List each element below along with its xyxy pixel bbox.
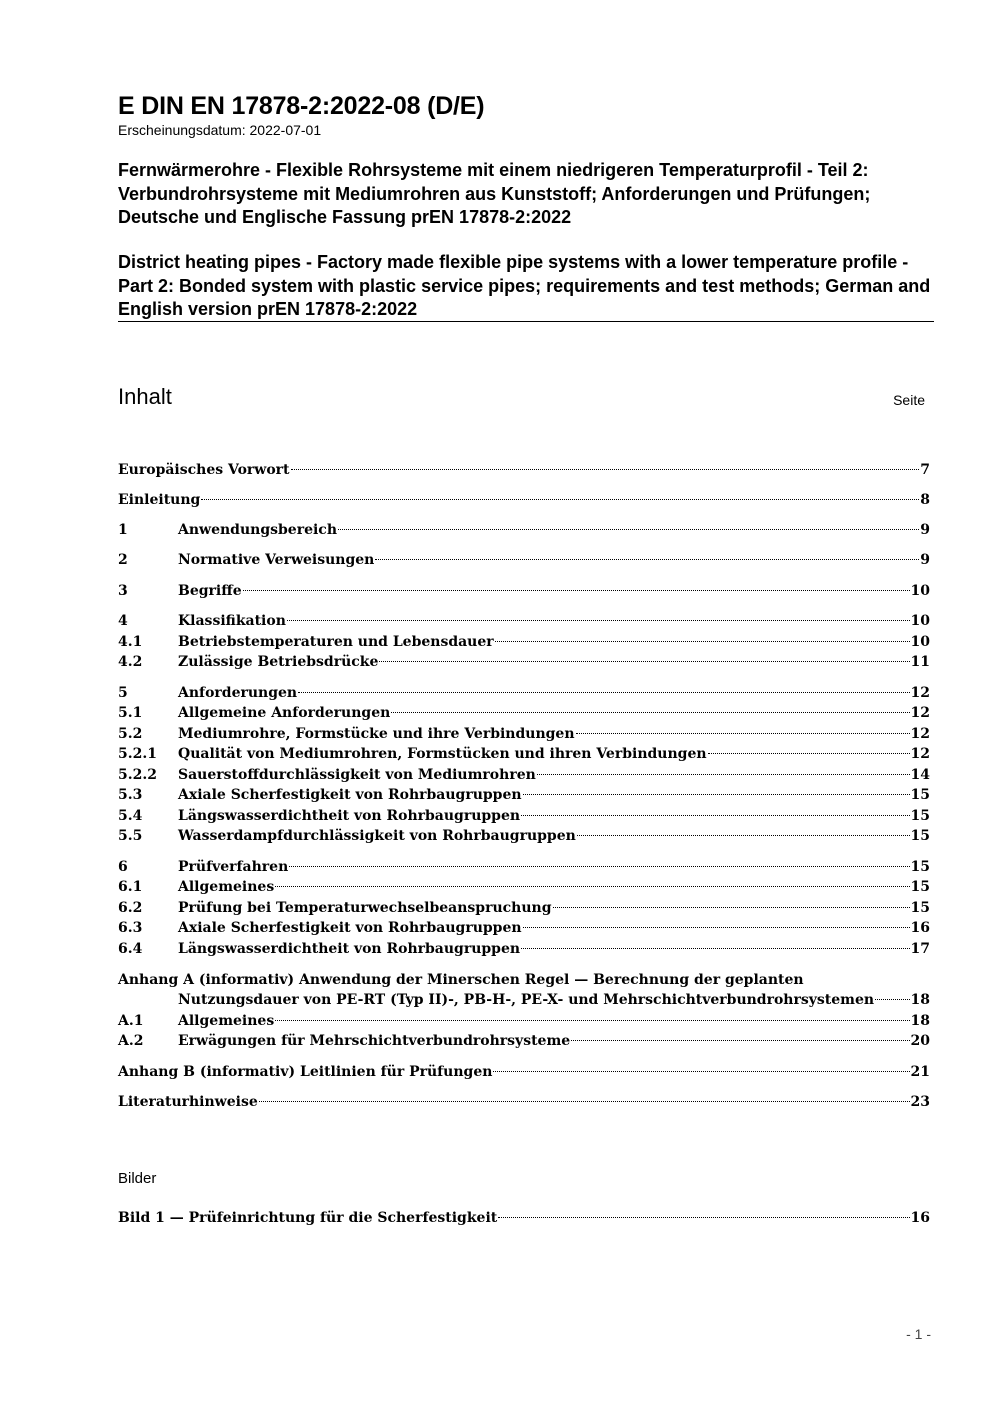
toc-entry-page: 15 [910,900,930,916]
toc-entry-title: Längswasserdichtheit von Rohrbaugruppen [178,808,521,824]
toc-entry-title: Sauerstoffdurchlässigkeit von Mediumrohren [178,767,536,783]
toc-entry-page: 15 [910,828,930,844]
toc-entry-number: 5.2.2 [118,767,157,783]
toc-entry-title: Allgemeines [178,1013,275,1029]
toc-entry-page: 15 [910,879,930,895]
toc-entry-page: 12 [910,705,930,721]
toc-entry-title: Axiale Scherfestigkeit von Rohrbaugruppen [178,920,522,936]
toc-entry-title: Betriebstemperaturen und Lebensdauer [178,634,494,650]
document-id: E DIN EN 17878-2:2022-08 (D/E) [118,92,485,120]
toc-entry-page: 12 [910,746,930,762]
toc-entry-number: 1 [118,522,128,538]
toc-entry-title: Begriffe [178,583,242,599]
toc-entry-page: 18 [910,992,930,1008]
toc-leader [493,1071,909,1072]
toc-entry-page: 15 [910,808,930,824]
toc-entry-title: Europäisches Vorwort [118,462,290,478]
toc-leader [275,886,909,887]
toc-leader [289,866,909,867]
toc-entry[interactable] [118,1011,930,1031]
toc-entry-title: Längswasserdichtheit von Rohrbaugruppen [178,941,521,957]
toc-entry[interactable] [118,826,930,846]
toc-entry-title: Nutzungsdauer von PE-RT (Typ II)-, PB-H-, PE-X- und Mehrschichtverbundrohrsystemen [178,992,875,1008]
toc-entry-number: 5.5 [118,828,143,844]
toc-leader [523,794,910,795]
toc-entry-number: 5.2.1 [118,746,157,762]
toc-entry[interactable] [118,806,930,826]
toc-entry-page: 9 [920,552,930,568]
toc-leader [287,620,910,621]
toc-entry-title: Erwägungen für Mehrschichtverbundrohrsysteme [178,1033,571,1049]
toc-entry-title: Qualität von Mediumrohren, Formstücken und ihren Verbindungen [178,746,707,762]
toc-entry[interactable] [118,683,930,703]
toc-entry-title: Axiale Scherfestigkeit von Rohrbaugruppen [178,787,522,803]
toc-entry[interactable] [118,632,930,652]
toc-entry[interactable] [118,1062,930,1082]
page-number: - 1 - [906,1326,931,1342]
toc-leader [298,692,909,693]
toc-entry-title: Normative Verweisungen [178,552,375,568]
toc-entry-title: Anwendungsbereich [178,522,337,538]
toc-entry-page: 15 [910,859,930,875]
toc-entry-title: Allgemeines [178,879,275,895]
toc-entry[interactable] [118,581,930,601]
toc-leader [275,1020,909,1021]
toc-entry-page: 15 [910,787,930,803]
toc-entry-page: 8 [920,492,930,508]
toc-leader [875,999,909,1000]
toc-page-label: Seite [893,392,925,408]
toc-entry[interactable] [118,1031,930,1051]
toc-entry-number: 5.3 [118,787,143,803]
toc-entry[interactable] [118,877,930,897]
toc-entry-page: 14 [910,767,930,783]
toc-entry-number: 6.1 [118,879,143,895]
toc-entry-title: Prüfverfahren [178,859,289,875]
toc-heading: Inhalt [118,384,172,409]
toc-leader [338,529,919,530]
toc-entry-title: Wasserdampfdurchlässigkeit von Rohrbaugruppen [178,828,576,844]
toc-entry-number: 6.4 [118,941,143,957]
toc-leader [391,712,909,713]
toc-entry-page: 12 [910,726,930,742]
header-divider [118,321,934,322]
toc-entry[interactable] [118,724,930,744]
figure-entry[interactable] [118,1208,930,1228]
toc-leader [521,948,909,949]
toc-entry[interactable] [118,490,930,510]
toc-leader [259,1101,910,1102]
toc-entry-title: Anhang B (informativ) Leitlinien für Prüfungen [118,1064,493,1080]
toc-entry[interactable] [118,990,930,1010]
toc-entry-page: 10 [910,634,930,650]
toc-entry-title: Einleitung [118,492,201,508]
toc-leader [379,661,909,662]
toc-entry[interactable] [118,550,930,570]
toc-entry[interactable] [118,939,930,959]
toc-entry-page: 7 [920,462,930,478]
toc-leader [576,733,910,734]
toc-entry-title: Prüfung bei Temperaturwechselbeanspruchung [178,900,552,916]
figure-entry-page: 16 [910,1210,930,1226]
toc-entry-number: 4 [118,613,128,629]
toc-annex-a-heading[interactable]: Anhang A (informativ) Anwendung der Minerschen Regel — Berechnung der geplanten [118,972,804,988]
toc-entry[interactable] [118,611,930,631]
toc-entry[interactable] [118,898,930,918]
toc-entry[interactable] [118,460,930,480]
toc-entry[interactable] [118,918,930,938]
toc-entry-number: 5.4 [118,808,143,824]
toc-entry[interactable] [118,765,930,785]
toc-entry-page: 11 [910,654,930,670]
toc-entry-page: 23 [910,1094,930,1110]
toc-leader [243,590,910,591]
title-english: District heating pipes - Factory made flexible pipe systems with a lower temperature profile - Part 2: Bonded system with plastic service pipes; requirements and test methods; German and English version prEN 17878-2:2022 [118,252,931,319]
toc-entry-page: 10 [910,583,930,599]
toc-leader [375,559,919,560]
title-german: Fernwärmerohre - Flexible Rohrsysteme mit einem niedrigeren Temperaturprofil - Teil 2: Verbundrohrsysteme mit Mediumrohren aus Kunststoff; Anforderungen und Prüfungen; Deutsche und Englische Fassung prEN 17878-2:2022 [118,160,871,227]
toc-entry-page: 16 [910,920,930,936]
toc-entry-page: 21 [910,1064,930,1080]
toc-entry-number: 5.2 [118,726,143,742]
toc-leader [577,835,910,836]
toc-entry-title: Allgemeine Anforderungen [178,705,391,721]
toc-entry[interactable] [118,703,930,723]
toc-entry-number: 4.1 [118,634,143,650]
toc-entry-number: 5 [118,685,128,701]
toc-entry-title: Mediumrohre, Formstücke und ihre Verbindungen [178,726,575,742]
toc-leader [291,469,920,470]
toc-leader [521,815,909,816]
toc-entry-number: 4.2 [118,654,143,670]
toc-entry-number: 2 [118,552,128,568]
toc-leader [495,641,910,642]
toc-entry-number: 5.1 [118,705,143,721]
toc-entry-page: 12 [910,685,930,701]
toc-entry-number: 6 [118,859,128,875]
toc-entry[interactable] [118,652,930,672]
toc-entry[interactable] [118,520,930,540]
toc-entry-title: Zulässige Betriebsdrücke [178,654,379,670]
toc-leader [537,774,910,775]
figure-entry-title: Bild 1 — Prüfeinrichtung für die Scherfestigkeit [118,1210,498,1226]
toc-leader [553,907,910,908]
toc-leader [201,499,919,500]
figures-heading: Bilder [118,1170,157,1187]
toc-entry-number: 6.2 [118,900,143,916]
toc-entry-title: Anforderungen [178,685,298,701]
toc-entry[interactable] [118,1092,930,1112]
toc-entry-page: 18 [910,1013,930,1029]
toc-entry-page: 17 [910,941,930,957]
toc-entry-page: 10 [910,613,930,629]
toc-leader [708,753,910,754]
publication-date: Erscheinungsdatum: 2022-07-01 [118,122,322,138]
toc-leader [523,927,910,928]
toc-entry-number: A.2 [118,1033,144,1049]
toc-entry-title: Klassifikation [178,613,286,629]
toc-entry-number: 3 [118,583,128,599]
toc-entry[interactable] [118,744,930,764]
toc-entry-page: 20 [910,1033,930,1049]
toc-leader [571,1040,909,1041]
toc-entry-number: 6.3 [118,920,143,936]
toc-entry[interactable] [118,785,930,805]
toc-entry[interactable] [118,857,930,877]
toc-entry-page: 9 [920,522,930,538]
toc-entry-number: A.1 [118,1013,144,1029]
toc-entry-title: Literaturhinweise [118,1094,258,1110]
toc-leader [498,1217,909,1218]
